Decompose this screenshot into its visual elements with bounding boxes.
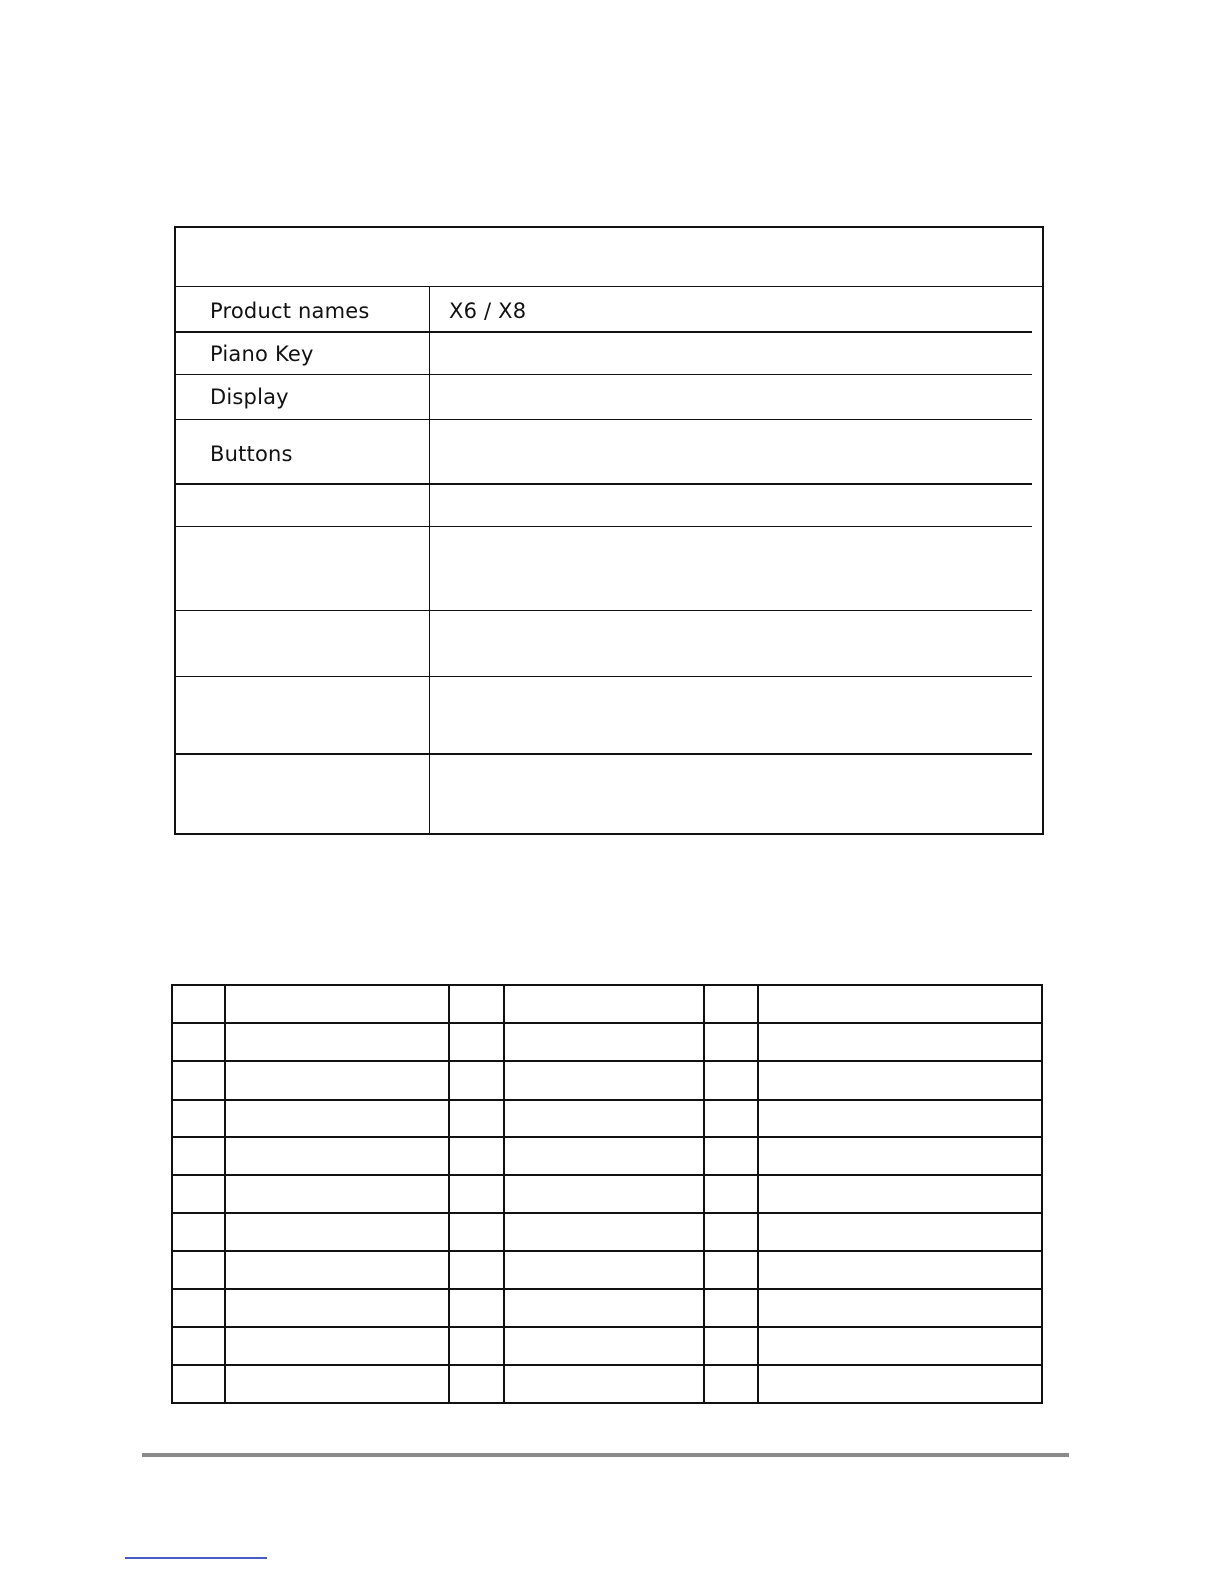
row-divider bbox=[173, 1288, 1041, 1290]
column-divider bbox=[503, 986, 505, 1404]
row-divider bbox=[176, 676, 1032, 677]
spec-value-product-names: X6 / X8 bbox=[449, 299, 527, 323]
row-divider bbox=[176, 526, 1032, 527]
spec-label-display: Display bbox=[210, 385, 289, 409]
column-divider bbox=[429, 287, 430, 833]
row-divider bbox=[176, 610, 1032, 611]
row-divider bbox=[173, 1174, 1041, 1176]
grid-table bbox=[171, 984, 1043, 1404]
row-divider bbox=[173, 1364, 1041, 1366]
row-divider bbox=[173, 1099, 1041, 1101]
row-divider bbox=[176, 374, 1032, 375]
row-divider bbox=[173, 1212, 1041, 1214]
spec-label-piano-key: Piano Key bbox=[210, 342, 314, 366]
spec-label-buttons: Buttons bbox=[210, 442, 293, 466]
row-divider bbox=[176, 331, 1032, 333]
row-divider bbox=[176, 419, 1032, 420]
row-divider bbox=[176, 753, 1032, 755]
spec-label-product-names: Product names bbox=[210, 299, 370, 323]
column-divider bbox=[703, 986, 705, 1404]
row-divider bbox=[173, 1060, 1041, 1062]
column-divider bbox=[448, 986, 450, 1404]
row-divider bbox=[173, 1022, 1041, 1024]
row-divider bbox=[173, 1250, 1041, 1252]
column-divider bbox=[757, 986, 759, 1404]
table-header-divider bbox=[176, 286, 1042, 287]
row-divider bbox=[173, 1326, 1041, 1328]
row-divider bbox=[173, 1136, 1041, 1138]
row-divider bbox=[176, 483, 1032, 485]
row-divider bbox=[173, 1402, 1041, 1404]
footer-link-underline bbox=[125, 1557, 267, 1559]
specifications-table bbox=[174, 226, 1044, 835]
column-divider bbox=[224, 986, 226, 1404]
footer-divider bbox=[142, 1453, 1069, 1457]
